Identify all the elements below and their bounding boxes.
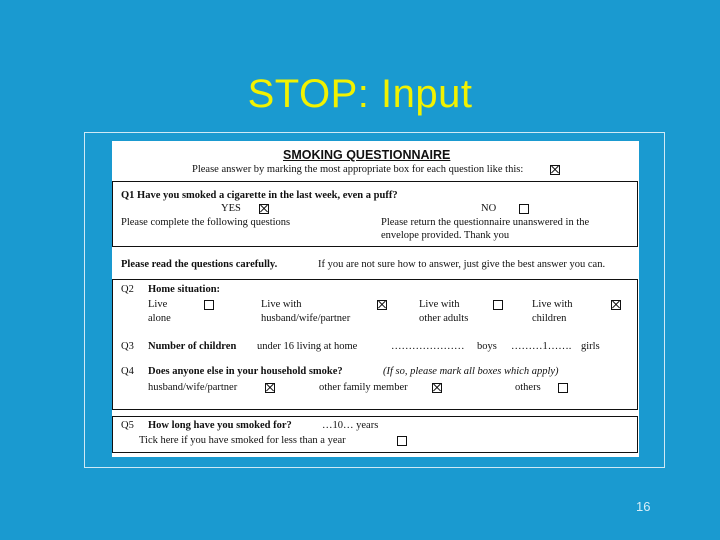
questionnaire-sheet (112, 141, 639, 457)
q4-question: Does anyone else in your household smoke? (148, 366, 343, 377)
questionnaire-instruction: Please answer by marking the most appropriate box for each question like this: (192, 164, 524, 175)
read-carefully-right: If you are not sure how to answer, just give the best answer you can. (318, 259, 606, 270)
q2-option-adults-line2: other adults (419, 313, 469, 324)
q4-option-partner-checkbox[interactable] (265, 383, 275, 393)
q4-number: Q4 (121, 366, 134, 377)
q4-option-family-checkbox[interactable] (432, 383, 442, 393)
q4-option-others-label: others (515, 382, 541, 393)
q3-girls-label: girls (581, 341, 600, 352)
q1-yes-checkbox[interactable] (259, 204, 269, 214)
q2-option-alone-checkbox[interactable] (204, 300, 214, 310)
q1-no-label: NO (481, 203, 497, 214)
q2-option-partner-checkbox[interactable] (377, 300, 387, 310)
q2-option-children-checkbox[interactable] (611, 300, 621, 310)
q1-yes-note: Please complete the following questions (121, 217, 291, 228)
q2-option-partner-line2: husband/wife/partner (261, 313, 351, 324)
q2-option-alone-line2: alone (148, 313, 171, 324)
q2-option-adults-checkbox[interactable] (493, 300, 503, 310)
q1-no-note-line1: Please return the questionnaire unanswered in the (381, 217, 590, 228)
slide-title: STOP: Input (247, 72, 473, 116)
q1-no-checkbox[interactable] (519, 204, 529, 214)
q2-number: Q2 (121, 284, 134, 295)
q5-tick-note: Tick here if you have smoked for less than a year (139, 435, 346, 446)
q1-yes-label: YES (221, 203, 241, 214)
q4-option-others-checkbox[interactable] (558, 383, 568, 393)
q4-option-family-label: other family member (319, 382, 408, 393)
q1-no-note-line2: envelope provided. Thank you (381, 230, 510, 241)
questionnaire-heading: SMOKING QUESTIONNAIRE (283, 148, 451, 162)
q3-text-bold: Number of children (148, 341, 237, 352)
q5-question: How long have you smoked for? (148, 420, 292, 431)
q2-option-partner-line1: Live with (261, 299, 302, 310)
q1-question: Q1 Have you smoked a cigarette in the last week, even a puff? (121, 190, 398, 201)
q3-girls-value[interactable]: ………1……. (511, 341, 572, 352)
q5-tick-checkbox[interactable] (397, 436, 407, 446)
q3-boys-label: boys (477, 341, 497, 352)
example-checkbox (550, 165, 560, 175)
q3-number: Q3 (121, 341, 134, 352)
q4-note: (If so, please mark all boxes which apply) (383, 366, 559, 377)
q2-option-alone-line1: Live (148, 299, 168, 310)
read-carefully-left: Please read the questions carefully. (121, 259, 278, 270)
q2-option-adults-line1: Live with (419, 299, 460, 310)
q4-option-partner-label: husband/wife/partner (148, 382, 238, 393)
q5-answer[interactable]: …10… years (322, 420, 379, 431)
q2-option-children-line2: children (532, 313, 567, 324)
content-frame (84, 132, 665, 468)
q5-number: Q5 (121, 420, 134, 431)
q2-option-children-line1: Live with (532, 299, 573, 310)
q2-title: Home situation: (148, 284, 221, 295)
q3-boys-value[interactable]: ………………… (391, 341, 465, 352)
page-number: 16 (636, 499, 651, 514)
q3-text-rest: under 16 living at home (257, 341, 358, 352)
